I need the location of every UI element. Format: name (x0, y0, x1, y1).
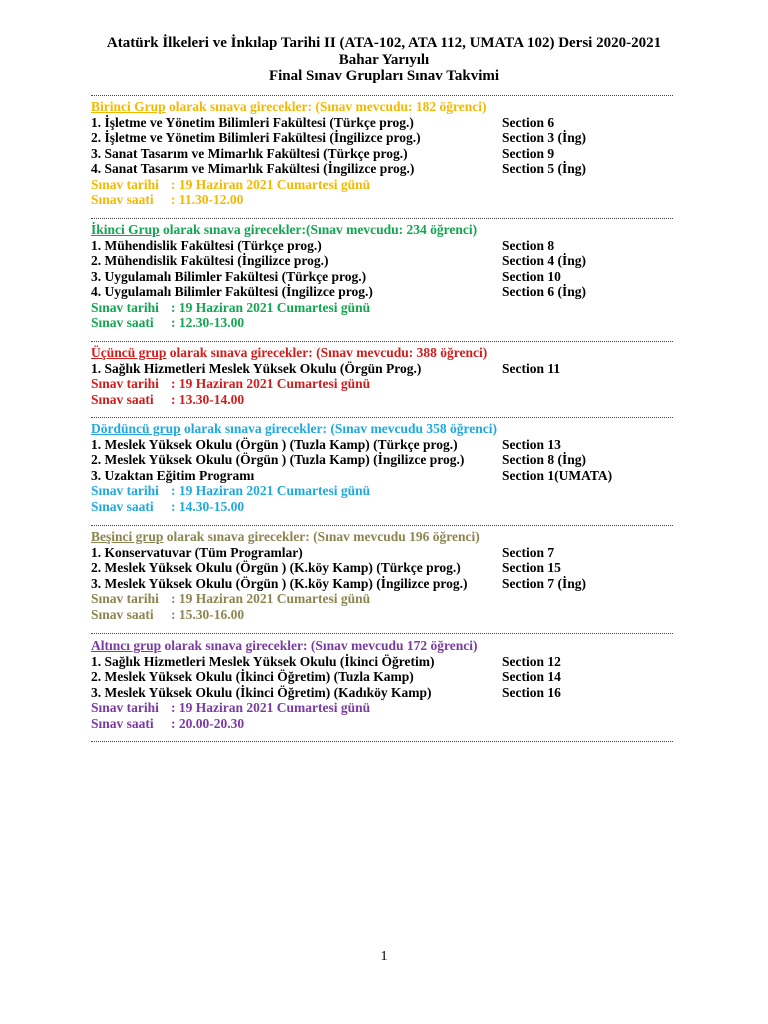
unit-name: 2. Meslek Yüksek Okulu (Örgün ) (K.köy Kamp) (Türkçe prog.) (91, 560, 461, 575)
exam-time-label: Sınav saati (91, 391, 154, 407)
unit-name: 2. Mühendislik Fakültesi (İngilizce prog.) (91, 253, 329, 268)
document-title-line-1: Atatürk İlkeleri ve İnkılap Tarihi II (ATA-102, ATA 112, UMATA 102) Dersi 2020-2021 (106, 35, 662, 51)
group-header-rest: olarak sınava girecekler: (Sınav mevcudu 172 öğrenci) (161, 638, 478, 653)
list-item (91, 115, 691, 131)
exam-time (91, 392, 691, 408)
exam-date-label: Sınav tarihi (91, 591, 159, 606)
group-header-rest: olarak sınava girecekler: (Sınav mevcudu: 388 öğrenci) (166, 345, 488, 360)
list-item (91, 253, 691, 269)
exam-date (91, 700, 691, 716)
exam-date-label: Sınav tarihi (91, 483, 159, 498)
unit-name: 2. Meslek Yüksek Okulu (İkinci Öğretim) (Tuzla Kamp) (91, 669, 414, 684)
list-item (91, 269, 691, 285)
exam-date-label: Sınav tarihi (91, 299, 159, 315)
exam-date (91, 591, 691, 607)
exam-time (91, 716, 691, 732)
unit-name: 3. Uygulamalı Bilimler Fakültesi (Türkçe prog.) (91, 268, 367, 284)
group-header-rest: olarak sınava girecekler:(Sınav mevcudu: 234 öğrenci) (159, 222, 478, 237)
exam-time (91, 315, 691, 331)
list-item (91, 361, 691, 377)
unit-name: 1. Konservatuvar (Tüm Programlar) (91, 544, 303, 560)
list-item (91, 238, 691, 254)
section-label: Section 15 (502, 560, 561, 575)
unit-name: 3. Meslek Yüksek Okulu (Örgün ) (K.köy Kamp) (İngilizce prog.) (91, 575, 468, 591)
group-name: İkinci Grup (91, 222, 160, 237)
group-header-text (91, 638, 478, 654)
group-name: Birinci Grup (91, 99, 166, 114)
group-block-6 (91, 638, 691, 731)
unit-name: 2. Meslek Yüksek Okulu (Örgün ) (Tuzla Kamp) (İngilizce prog.) (91, 452, 465, 467)
unit-name: 3. Uzaktan Eğitim Programı (91, 467, 255, 483)
group-block-1 (91, 99, 691, 208)
exam-time-value: : 13.30-14.00 (171, 391, 245, 407)
exam-time-value: : 11.30-12.00 (171, 192, 244, 207)
unit-name: 4. Uygulamalı Bilimler Fakültesi (İngilizce prog.) (91, 284, 373, 299)
group-header-rest: olarak sınava girecekler: (Sınav mevcudu: 182 öğrenci) (165, 99, 487, 114)
section-label: Section 10 (502, 268, 561, 284)
group-header-text (91, 421, 497, 437)
unit-name: 1. Meslek Yüksek Okulu (Örgün ) (Tuzla Kamp) (Türkçe prog.) (91, 436, 458, 452)
section-label: Section 4 (İng) (502, 253, 586, 268)
exam-time (91, 192, 691, 208)
exam-date-value: : 19 Haziran 2021 Cumartesi günü (171, 483, 371, 498)
list-item (91, 654, 691, 670)
exam-time-label: Sınav saati (91, 715, 154, 731)
exam-time (91, 607, 691, 623)
exam-time-value: : 20.00-20.30 (171, 715, 245, 731)
page-number: 1 (380, 949, 388, 964)
section-label: Section 7 (502, 544, 555, 560)
list-item (91, 452, 691, 468)
dotted-separator (91, 633, 673, 634)
unit-name: 1. Sağlık Hizmetleri Meslek Yüksek Okulu (Örgün Prog.) (91, 360, 422, 376)
list-item (91, 161, 691, 177)
exam-date (91, 483, 691, 499)
section-label: Section 8 (502, 237, 555, 253)
exam-time-value: : 14.30-15.00 (171, 498, 245, 514)
dotted-separator (91, 341, 673, 342)
dotted-separator (91, 218, 673, 219)
exam-time-value: : 12.30-13.00 (171, 315, 245, 330)
section-label: Section 16 (502, 684, 561, 700)
exam-time-value: : 15.30-16.00 (171, 606, 245, 622)
unit-name: 1. İşletme ve Yönetim Bilimleri Fakültesi (Türkçe prog.) (91, 114, 414, 130)
exam-date-label: Sınav tarihi (91, 376, 159, 391)
section-label: Section 3 (İng) (502, 130, 586, 145)
group-header-rest: olarak sınava girecekler: (Sınav mevcudu 358 öğrenci) (180, 421, 498, 436)
list-item (91, 545, 691, 561)
document-title-line-3: Final Sınav Grupları Sınav Takvimi (268, 68, 500, 84)
exam-date-label: Sınav tarihi (91, 700, 159, 715)
list-item (91, 468, 691, 484)
group-header-text (91, 345, 487, 361)
group-name: Beşinci grup (91, 529, 164, 544)
exam-date-value: : 19 Haziran 2021 Cumartesi günü (171, 591, 371, 606)
group-block-3 (91, 345, 691, 407)
group-block-5 (91, 529, 691, 622)
list-item (91, 685, 691, 701)
dotted-separator (91, 525, 673, 526)
unit-name: 3. Sanat Tasarım ve Mimarlık Fakültesi (Türkçe prog.) (91, 145, 408, 161)
exam-date-value: : 19 Haziran 2021 Cumartesi günü (171, 700, 371, 715)
exam-time-label: Sınav saati (91, 606, 154, 622)
group-name: Dördüncü grup (91, 421, 181, 436)
group-header-text (91, 99, 487, 115)
section-label: Section 6 (502, 114, 555, 130)
exam-date-value: : 19 Haziran 2021 Cumartesi günü (171, 299, 371, 315)
list-item (91, 437, 691, 453)
group-header-text (91, 529, 480, 545)
group-header-rest: olarak sınava girecekler: (Sınav mevcudu 196 öğrenci) (163, 529, 480, 544)
section-label: Section 1(UMATA) (502, 467, 613, 483)
exam-date-value: : 19 Haziran 2021 Cumartesi günü (171, 376, 371, 391)
exam-date-label: Sınav tarihi (91, 176, 159, 192)
group-header-text (91, 222, 477, 238)
section-label: Section 8 (İng) (502, 452, 586, 467)
exam-time-label: Sınav saati (91, 192, 154, 207)
dotted-separator (91, 95, 673, 96)
exam-date-value: : 19 Haziran 2021 Cumartesi günü (171, 176, 371, 192)
group-header (91, 421, 691, 437)
group-header (91, 638, 691, 654)
group-header (91, 99, 691, 115)
group-block-2 (91, 222, 691, 331)
section-label: Section 12 (502, 653, 561, 669)
exam-time-label: Sınav saati (91, 315, 154, 330)
section-label: Section 5 (İng) (502, 161, 586, 176)
exam-date (91, 300, 691, 316)
group-name: Üçüncü grup (91, 345, 167, 360)
section-label: Section 14 (502, 669, 561, 684)
group-header (91, 529, 691, 545)
list-item (91, 576, 691, 592)
dotted-separator (91, 741, 673, 742)
exam-time (91, 499, 691, 515)
exam-time-label: Sınav saati (91, 498, 154, 514)
list-item (91, 284, 691, 300)
list-item (91, 669, 691, 685)
group-block-4 (91, 421, 691, 514)
list-item (91, 560, 691, 576)
dotted-separator (91, 417, 673, 418)
unit-name: 3. Meslek Yüksek Okulu (İkinci Öğretim) (Kadıköy Kamp) (91, 684, 432, 700)
group-name: Altıncı grup (91, 638, 162, 653)
list-item (91, 130, 691, 146)
unit-name: 2. İşletme ve Yönetim Bilimleri Fakültesi (İngilizce prog.) (91, 130, 421, 145)
unit-name: 1. Mühendislik Fakültesi (Türkçe prog.) (91, 237, 322, 253)
section-label: Section 9 (502, 145, 555, 161)
exam-date (91, 376, 691, 392)
unit-name: 4. Sanat Tasarım ve Mimarlık Fakültesi (İngilizce prog.) (91, 161, 415, 176)
exam-date (91, 177, 691, 193)
section-label: Section 11 (502, 360, 561, 376)
group-header (91, 222, 691, 238)
section-label: Section 13 (502, 436, 561, 452)
document-title-line-2: Bahar Yarıyılı (338, 52, 430, 68)
list-item (91, 146, 691, 162)
unit-name: 1. Sağlık Hizmetleri Meslek Yüksek Okulu (İkinci Öğretim) (91, 653, 435, 669)
group-header (91, 345, 691, 361)
section-label: Section 6 (İng) (502, 284, 586, 299)
section-label: Section 7 (İng) (502, 575, 586, 591)
